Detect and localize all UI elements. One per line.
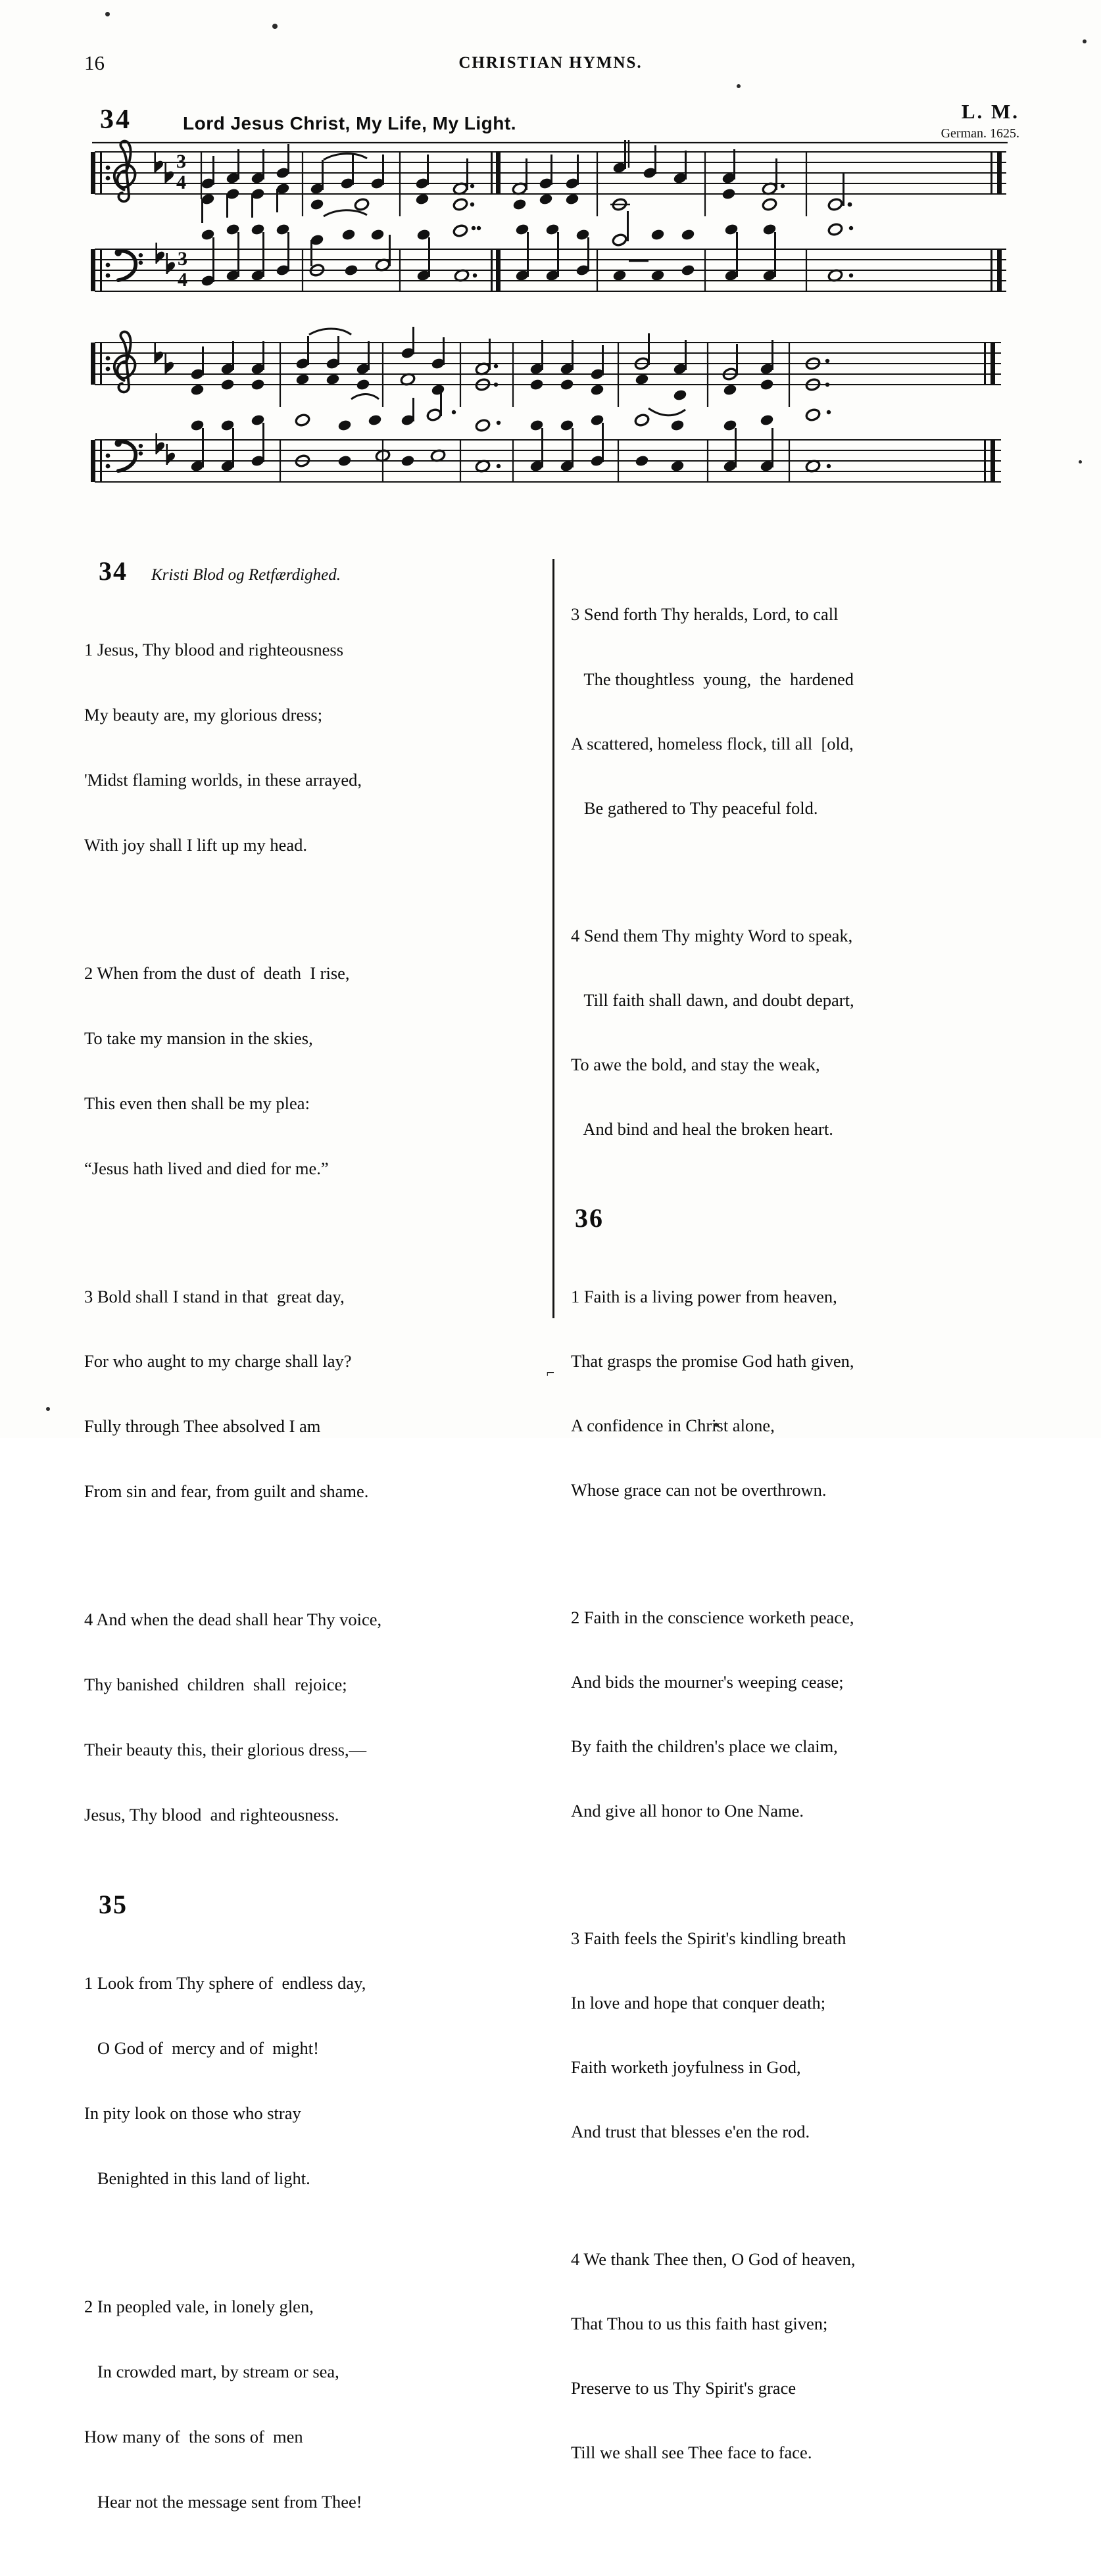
stanza <box>84 1929 518 2233</box>
page-foot-mark: ⌐ <box>546 1364 555 1381</box>
stanza-line: 4 We thank Thee then, O God of heaven, <box>571 2249 856 2269</box>
page-speck <box>272 24 278 29</box>
stanza-line: “Jesus hath lived and died for me.” <box>84 1158 329 1178</box>
stanza-line: Fully through Thee absolved I am <box>84 1416 321 1437</box>
stanza-line: Benighted in this land of light. <box>84 2168 310 2188</box>
stanza-line: In crowded mart, by stream or sea, <box>84 2361 339 2381</box>
hymn-title: Lord Jesus Christ, My Life, My Light. <box>183 113 516 133</box>
stanza-line: A scattered, homeless flock, till all [old, <box>571 733 854 753</box>
page-speck <box>105 12 110 16</box>
stanza-line: 4 Send them Thy mighty Word to speak, <box>571 925 853 945</box>
hymn-source: German. 1625. <box>941 126 1019 141</box>
stanza-line: My beauty are, my glorious dress; <box>84 704 323 725</box>
stanza-line: 3 Bold shall I stand in that great day, <box>84 1286 345 1306</box>
stanza-line: Faith worketh joyfulness in God, <box>571 2057 801 2077</box>
stanza-line: Jesus, Thy blood and righteousness. <box>84 1805 339 1825</box>
stanza-line: In pity look on those who stray <box>84 2103 301 2123</box>
stanza <box>571 1884 1025 2185</box>
stanza <box>84 1565 518 1869</box>
hymn-35-number: 35 <box>99 1890 128 1920</box>
stanza-line: And bids the mourner's weeping cease; <box>571 1671 844 1692</box>
stanza <box>571 1243 1025 1544</box>
page-number: 16 <box>84 51 105 74</box>
page-speck <box>1079 460 1082 464</box>
stanza-line: Till we shall see Thee face to face. <box>571 2443 812 2463</box>
page-speck <box>737 84 741 88</box>
stanza-line: O God of mercy and of might! <box>84 2038 319 2059</box>
stanza-line: From sin and fear, from guilt and shame. <box>84 1481 369 1502</box>
stanza <box>84 1243 518 1546</box>
stanza-line: Hear not the message sent from Thee! <box>84 2491 362 2512</box>
svg-text:4: 4 <box>176 172 186 193</box>
stanza-line: Thy banished children shall rejoice; <box>84 1675 347 1695</box>
stanza-line: Preserve to us Thy Spirit's grace <box>571 2378 796 2398</box>
stanza-line: 4 And when the dead shall hear Thy voice, <box>84 1610 382 1630</box>
stanza-line: To take my mansion in the skies, <box>84 1028 313 1048</box>
stanza <box>571 1563 1025 1865</box>
stanza-line: A confidence in Christ alone, <box>571 1415 775 1435</box>
stanza-line: 2 In peopled vale, in lonely glen, <box>84 2296 314 2316</box>
svg-text:3: 3 <box>176 151 186 172</box>
lyrics-column-left <box>84 556 518 2576</box>
stanza-line: How many of the sons of men <box>84 2426 303 2446</box>
stanza-line: To awe the bold, and stay the weak, <box>571 1054 820 1074</box>
stanza-line: The thoughtless young, the hardened <box>571 669 854 689</box>
stanza-line: 1 Look from Thy sphere of endless day, <box>84 1973 366 1993</box>
hymn-34-heading <box>84 556 518 586</box>
stanza-line: For who aught to my charge shall lay? <box>84 1351 352 1371</box>
hymn-meter: L. M. <box>961 100 1019 123</box>
stanza-line: 3 Faith feels the Spirit's kindling breath <box>571 1928 846 1948</box>
stanza <box>571 561 1025 862</box>
stanza <box>84 596 518 899</box>
stanza-line: Whose grace can not be overthrown. <box>571 1480 827 1500</box>
svg-text:4: 4 <box>178 269 187 291</box>
hymn-number-heading: 34 <box>100 105 132 135</box>
svg-text:3: 3 <box>178 248 187 270</box>
stanza-line: 1 Jesus, Thy blood and righteousness <box>84 639 344 659</box>
stanza <box>84 2253 518 2556</box>
stanza-line: And trust that blesses e'en the rod. <box>571 2122 810 2142</box>
stanza-line: And bind and heal the broken heart. <box>571 1118 833 1139</box>
stanza-line: 2 When from the dust of death I rise, <box>84 963 350 983</box>
stanza-line: With joy shall I lift up my head. <box>84 834 307 855</box>
page-speck <box>46 1407 50 1411</box>
page-speck <box>1083 39 1087 43</box>
hymn-34-subtitle: Kristi Blod og Retfærdighed. <box>151 566 341 584</box>
stanza-line: That grasps the promise God hath given, <box>571 1350 854 1371</box>
stanza-line: That Thou to us this faith hast given; <box>571 2313 828 2333</box>
stanza-line: Be gathered to Thy peaceful fold. <box>571 798 818 818</box>
stanza-line: 2 Faith in the conscience worketh peace, <box>571 1607 854 1627</box>
stanza-line: 1 Faith is a living power from heaven, <box>571 1286 837 1306</box>
hymn-34-number: 34 <box>99 556 128 586</box>
music-notation <box>86 148 1026 539</box>
stanza-line: By faith the children's place we claim, <box>571 1736 838 1756</box>
stanza-line: In love and hope that conquer death; <box>571 1992 826 2013</box>
stanza <box>571 882 1025 1183</box>
column-divider <box>552 559 554 1318</box>
lyrics-area <box>84 556 1018 2512</box>
hymn-36-number: 36 <box>575 1203 604 1233</box>
stanza-line: And give all honor to One Name. <box>571 1801 804 1821</box>
running-head: CHRISTIAN HYMNS. <box>458 54 643 72</box>
stanza <box>571 2205 1025 2506</box>
stanza-line: 3 Send forth Thy heralds, Lord, to call <box>571 604 839 625</box>
stanza-line: This even then shall be my plea: <box>84 1093 310 1113</box>
stanza-line: Till faith shall dawn, and doubt depart, <box>571 990 854 1010</box>
stanza-line: 'Midst flaming worlds, in these arrayed, <box>84 769 362 790</box>
lyrics-column-right <box>571 556 1025 2526</box>
stanza-line: Their beauty this, their glorious dress,— <box>84 1740 367 1760</box>
stanza <box>84 919 518 1223</box>
